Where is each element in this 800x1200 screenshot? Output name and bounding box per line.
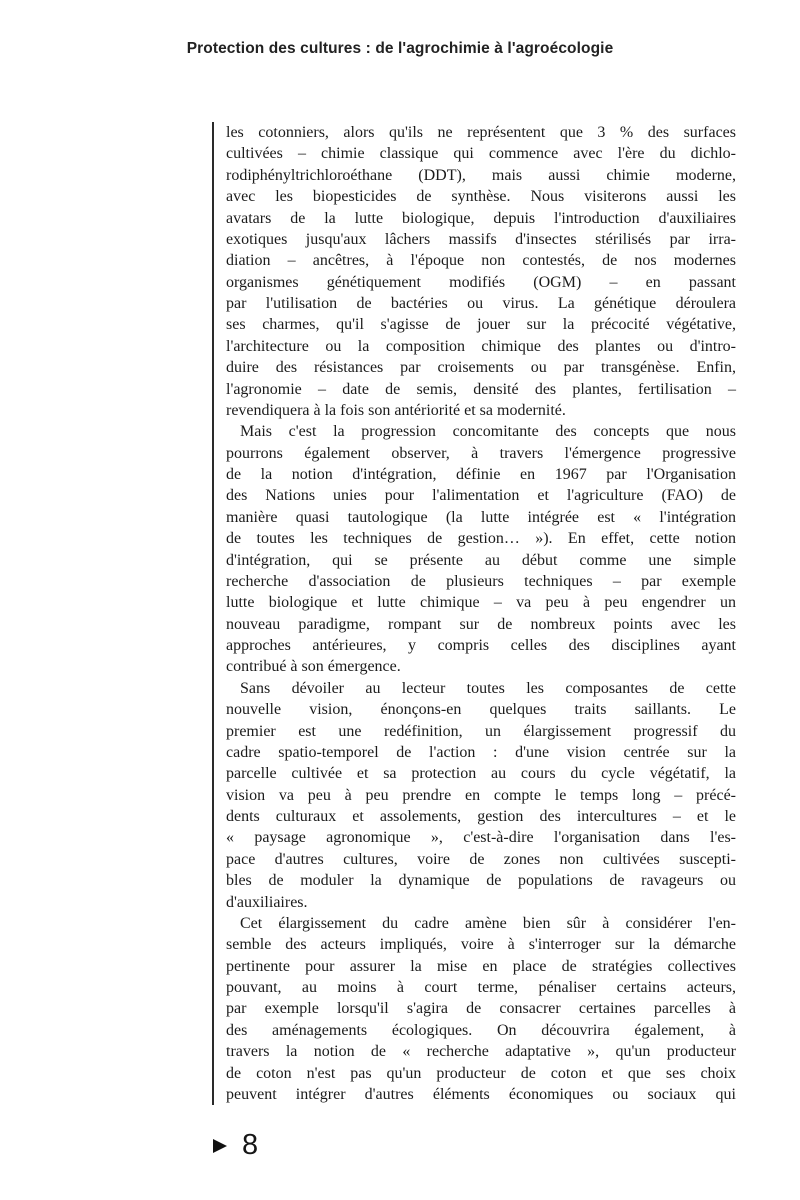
text-line: lutte biologique et lutte chimique – va peu à peu engendrer un bbox=[226, 594, 736, 612]
page-number: 8 bbox=[242, 1129, 259, 1161]
text-line: approches antérieures, y compris celles des disciplines ayant bbox=[226, 637, 736, 654]
text-line: avatars de la lutte biologique, depuis l'introduction d'auxiliaires bbox=[226, 209, 736, 227]
text-line: les cotonniers, alors qu'ils ne représentent que 3 % des surfaces bbox=[226, 124, 736, 141]
triangle-right-icon bbox=[213, 1139, 227, 1153]
paragraph bbox=[226, 421, 736, 678]
text-line: par l'utilisation de bactéries ou virus. La génétique déroulera bbox=[226, 295, 736, 312]
text-line: semble des acteurs impliqués, voire à s'interroger sur la démarche bbox=[226, 936, 736, 954]
text-line: de toutes les techniques de gestion… »). En effet, cette notion bbox=[226, 530, 736, 548]
text-line: pourrons également observer, à travers l'émergence progressive bbox=[226, 444, 736, 462]
text-line: dents culturaux et assolements, gestion des intercultures – et le bbox=[226, 808, 736, 825]
text-line: recherche d'association de plusieurs techniques – par exemple bbox=[226, 572, 736, 590]
page-footer bbox=[213, 1131, 258, 1160]
text-line: organismes génétiquement modifiés (OGM) – en passant bbox=[226, 273, 736, 291]
left-margin-rule bbox=[212, 122, 214, 1105]
text-line: pertinente pour assurer la mise en place de stratégies collectives bbox=[226, 957, 736, 975]
text-line: premier est une redéfinition, un élargissement progressif du bbox=[226, 722, 736, 740]
text-line: peuvent intégrer d'autres éléments économiques ou sociaux qui bbox=[226, 1085, 736, 1103]
paragraph bbox=[226, 678, 736, 913]
text-line: Cet élargissement du cadre amène bien sûr à considérer l'en- bbox=[240, 914, 736, 932]
text-line: l'agronomie – date de semis, densité des plantes, fertilisation – bbox=[226, 380, 736, 398]
text-line: « paysage agronomique », c'est-à-dire l'organisation dans l'es- bbox=[226, 829, 736, 847]
text-line: rodiphényltrichloroéthane (DDT), mais aussi chimie moderne, bbox=[226, 166, 736, 184]
text-line: contribué à son émergence. bbox=[226, 658, 401, 676]
text-line: diation – ancêtres, à l'époque non contestés, de nos modernes bbox=[226, 252, 736, 270]
text-line: des Nations unies pour l'alimentation et l'agriculture (FAO) de bbox=[226, 487, 736, 505]
text-line: vision va peu à peu prendre en compte le temps long – précé- bbox=[226, 786, 736, 804]
text-line: travers la notion de « recherche adaptative », qu'un producteur bbox=[226, 1043, 736, 1061]
text-line: pace d'autres cultures, voire de zones non cultivées suscepti- bbox=[226, 850, 736, 868]
text-line: cultivées – chimie classique qui commence avec l'ère du dichlo- bbox=[226, 145, 736, 163]
paragraph bbox=[226, 913, 736, 1105]
text-line: avec les biopesticides de synthèse. Nous visiterons aussi les bbox=[226, 188, 736, 206]
text-line: bles de moduler la dynamique de populations de ravageurs ou bbox=[226, 872, 736, 890]
text-line: de coton n'est pas qu'un producteur de coton et que ses choix bbox=[226, 1064, 736, 1082]
text-line: cadre spatio-temporel de l'action : d'une vision centrée sur la bbox=[226, 743, 736, 761]
text-line: Sans dévoiler au lecteur toutes les composantes de cette bbox=[240, 679, 736, 697]
body-text bbox=[226, 122, 736, 1105]
text-line: ses charmes, qu'il s'agisse de jouer sur la précocité végétative, bbox=[226, 316, 736, 334]
text-line: exotiques jusqu'aux lâchers massifs d'insectes stérilisés par irra- bbox=[226, 230, 736, 248]
text-line: manière quasi tautologique (la lutte intégrée est « l'intégration bbox=[226, 508, 736, 526]
text-line: des aménagements écologiques. On découvrira également, à bbox=[226, 1021, 736, 1039]
text-line: d'auxiliaires. bbox=[226, 893, 308, 911]
text-line: parcelle cultivée et sa protection au cours du cycle végétatif, la bbox=[226, 765, 736, 783]
text-line: duire des résistances par croisements ou par transgénèse. Enfin, bbox=[226, 359, 736, 377]
paragraph bbox=[226, 122, 736, 421]
text-line: pouvant, au moins à court terme, pénaliser certains acteurs, bbox=[226, 979, 736, 996]
running-header: Protection des cultures : de l'agrochimie à l'agroécologie bbox=[186, 40, 614, 57]
text-line: l'architecture ou la composition chimique des plantes ou d'intro- bbox=[226, 337, 736, 355]
text-line: revendiquera à la fois son antériorité et sa modernité. bbox=[226, 401, 566, 419]
text-line: Mais c'est la progression concomitante des concepts que nous bbox=[240, 423, 736, 441]
text-line: de la notion d'intégration, définie en 1967 par l'Organisation bbox=[226, 466, 736, 483]
text-line: par exemple lorsqu'il s'agira de consacrer certaines parcelles à bbox=[226, 1000, 736, 1018]
text-line: nouvelle vision, énonçons-en quelques traits saillants. Le bbox=[226, 701, 736, 719]
text-line: nouveau paradigme, rompant sur de nombreux points avec les bbox=[226, 615, 736, 633]
text-line: d'intégration, qui se présente au début comme une simple bbox=[226, 551, 736, 569]
